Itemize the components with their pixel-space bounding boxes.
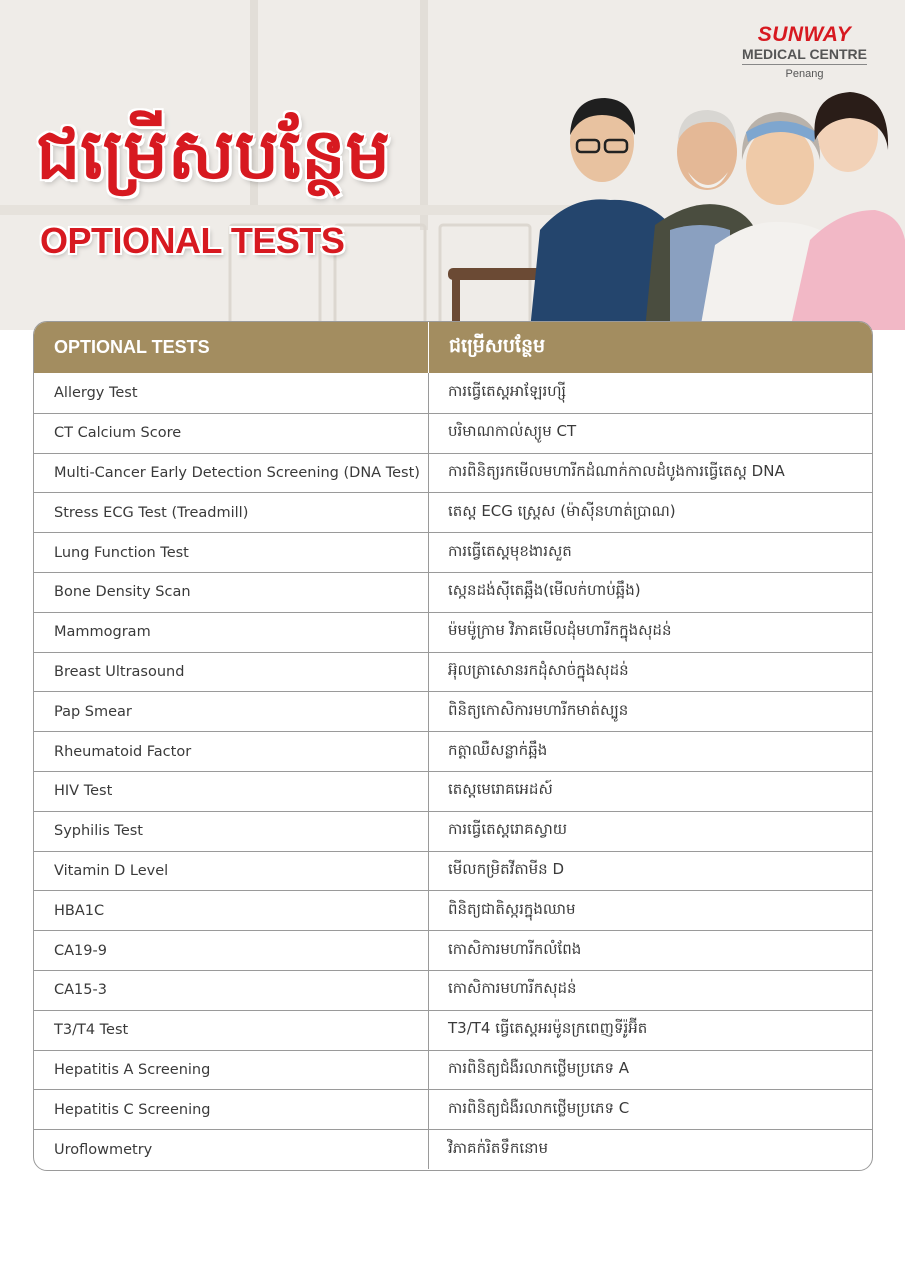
test-name-english: CA15-3 (34, 971, 429, 1010)
test-name-khmer: ការធ្វើតេស្តអាឡែរហ្ស៊ី (448, 381, 566, 400)
test-name-english: CA19-9 (34, 931, 429, 970)
test-name-khmer: បរិមាណកាល់ស្យូម CT (448, 422, 577, 441)
family-photo (430, 80, 905, 330)
table-row (34, 1050, 872, 1090)
table-row (34, 453, 872, 493)
test-name-khmer: តេស្តមេរោគអេដស៍ (448, 780, 553, 799)
test-name-khmer: ពិនិត្យកោសិការមហារីកមាត់ស្បូន (448, 700, 629, 719)
test-name-khmer: ការពិនិត្យជំងឺរលាកថ្លើមប្រភេទ C (448, 1098, 630, 1117)
title-english: OPTIONAL TESTS (40, 220, 345, 261)
logo-name: MEDICAL CENTRE (742, 46, 867, 65)
header-english: OPTIONAL TESTS (34, 322, 429, 373)
table-row (34, 532, 872, 572)
table-row (34, 731, 872, 771)
table-row (34, 970, 872, 1010)
test-name-english: Lung Function Test (34, 533, 429, 572)
logo-brand: SUNWAY (757, 23, 852, 46)
test-name-english: CT Calcium Score (34, 414, 429, 453)
test-name-english: Breast Ultrasound (34, 653, 429, 692)
test-name-english: Rheumatoid Factor (34, 732, 429, 771)
test-name-english: Uroflowmetry (34, 1130, 429, 1169)
test-name-english: Hepatitis A Screening (34, 1051, 429, 1090)
table-row (34, 771, 872, 811)
table-row (34, 930, 872, 970)
test-name-english: T3/T4 Test (34, 1011, 429, 1050)
table-row (34, 572, 872, 612)
test-name-english: Hepatitis C Screening (34, 1090, 429, 1129)
test-name-english: HIV Test (34, 772, 429, 811)
test-name-english: Bone Density Scan (34, 573, 429, 612)
table-row (34, 652, 872, 692)
test-name-english: Stress ECG Test (Treadmill) (34, 493, 429, 532)
table-row (34, 1089, 872, 1129)
test-name-khmer: ស្កេនដង់ស៊ីតេឆ្អឹង(មើលក់ហាប់ឆ្អឹង) (448, 581, 641, 600)
test-name-khmer: តេស្ត ECG ស្ត្រេស (ម៉ាស៊ីនហាត់ប្រាណ) (448, 501, 676, 520)
table-header (34, 322, 872, 373)
test-name-english: Multi-Cancer Early Detection Screening (DNA Test) (34, 454, 429, 493)
title-khmer: ជម្រើសបន្ថែម (36, 113, 391, 195)
test-name-khmer: ការធ្វើតេស្តរោគស្វាយ (448, 820, 568, 839)
test-name-khmer: វិភាគក់រិតទឹកនោម (448, 1138, 548, 1157)
hero-banner (0, 0, 905, 330)
table-row (34, 612, 872, 652)
test-name-english: Syphilis Test (34, 812, 429, 851)
table-row (34, 851, 872, 891)
test-name-english: Vitamin D Level (34, 852, 429, 891)
test-name-khmer: ការធ្វើតេស្តមុខងារសួត (448, 541, 572, 560)
table-row (34, 1129, 872, 1169)
test-name-khmer: កត្តាឈឺសន្លាក់ឆ្អឹង (448, 740, 548, 759)
optional-tests-table (33, 321, 873, 1171)
test-name-khmer: កោសិការមហារីកសុដន់ (448, 979, 577, 998)
test-name-khmer: អ៊ុលត្រាសោនរកដុំសាច់ក្នុងសុដន់ (448, 660, 629, 679)
test-name-english: Mammogram (34, 613, 429, 652)
table-row (34, 492, 872, 532)
table-row (34, 691, 872, 731)
test-name-khmer: ការពិនិត្យជំងឺរលាកថ្លើមប្រភេទ A (448, 1058, 630, 1077)
test-name-khmer: T3/T4 ធ្វើតេស្តអរម៉ូនក្រពេញទីរ៉ូអ៊ីត (448, 1019, 648, 1038)
test-name-khmer: កោសិការមហារីកលំពែង (448, 939, 582, 958)
table-row (34, 811, 872, 851)
test-name-khmer: ពិនិត្យជាតិស្ករក្នុងឈាម (448, 899, 576, 918)
test-name-khmer: ម៉មម៉ូក្រាម វិភាគមើលដុំមហារីកក្នុងសុដន់ (448, 621, 672, 640)
test-name-english: Pap Smear (34, 692, 429, 731)
table-row (34, 373, 872, 413)
test-name-english: Allergy Test (34, 373, 429, 413)
test-name-khmer: ការពិនិត្យរកមើលមហារីកដំណាក់កាលដំបូងការធ្វើតេស្ត DNA (448, 461, 785, 480)
table-row (34, 1010, 872, 1050)
sunway-logo (742, 24, 867, 80)
header-khmer: ជម្រើសបន្ថែម (449, 334, 546, 357)
table-body (34, 373, 872, 1169)
table-row (34, 413, 872, 453)
test-name-english: HBA1C (34, 891, 429, 930)
logo-location: Penang (785, 68, 824, 80)
table-row (34, 890, 872, 930)
test-name-khmer: មើលកម្រិតវីតាមីន D (448, 859, 565, 878)
